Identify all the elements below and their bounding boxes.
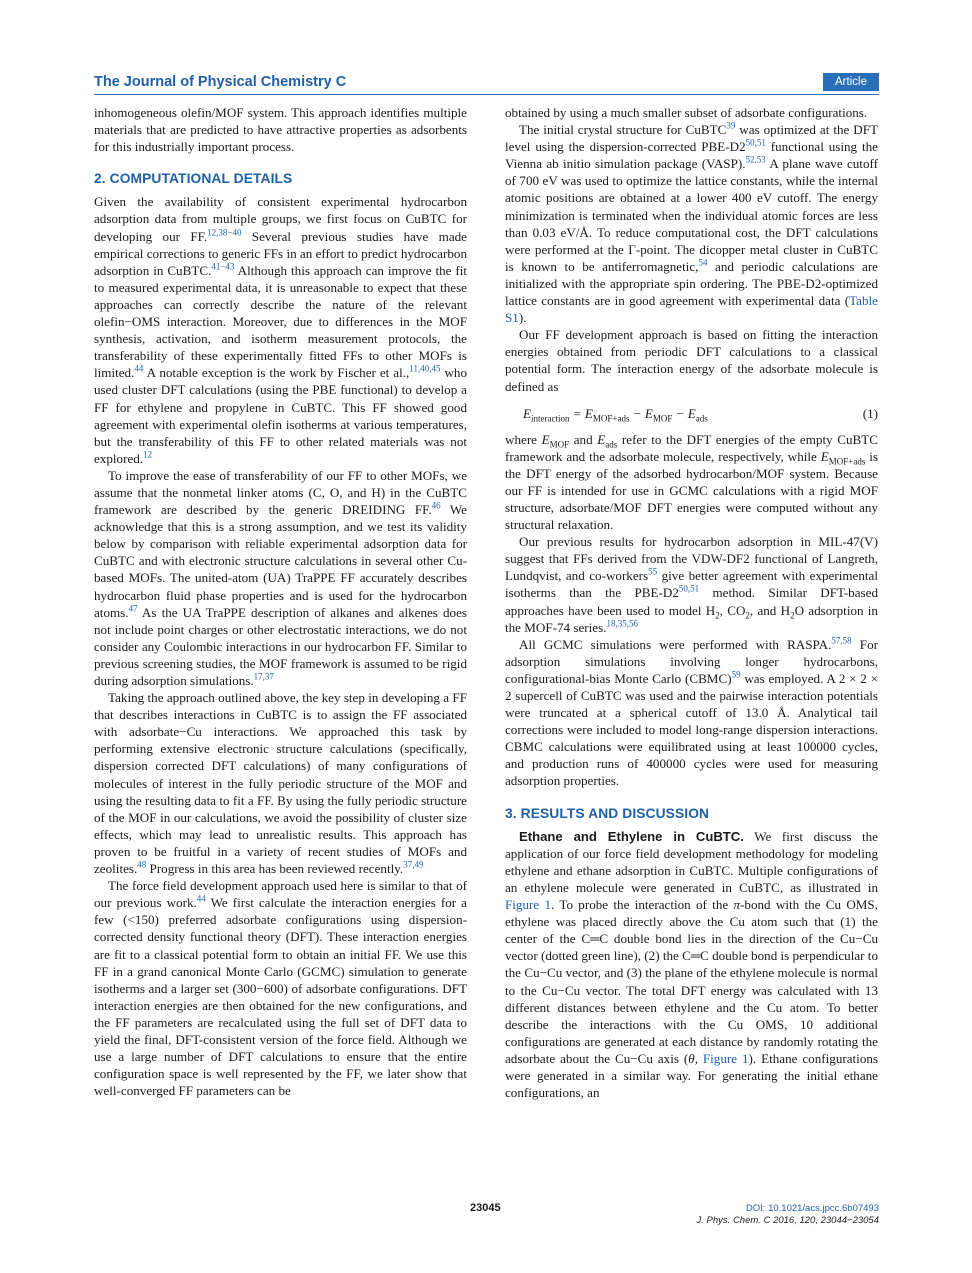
figure-link[interactable]: Figure 1 [702, 1050, 749, 1066]
paragraph: The initial crystal structure for CuBTC$^{39}$ was optimized at the DFT level using the dispersion-corrected PBE-D2$^{50,51}$ functional using the Vienna ab initio simulation package (VASP).$^{52,53}$ A plane wave cutoff of 700 eV was used to optimize the lattice constants, while the internal atomic positions are obtained at a lower 400 eV cutoff. The energy minimization is terminated when the individual atomic forces are less than 0.03 eV/Å. To reduce computational cost, the DFT calculations were performed at the Γ-point. The dicopper metal cluster in CuBTC is known to be antiferromagnetic,$^{54}$ and periodic calculations are initialized with the appropriate spin ordering. The PBE-D2-optimized lattice constants are in good agreement with experimental data (Table S1). [505, 120, 878, 326]
citation[interactable]: 12,38−40 [207, 227, 242, 238]
citation[interactable]: 12 [143, 449, 153, 460]
right-column [505, 104, 878, 1101]
citation[interactable]: 52,53 [745, 154, 766, 165]
citation[interactable]: 11,40,45 [409, 363, 441, 374]
citation[interactable]: 44 [196, 893, 206, 904]
citation[interactable]: 46 [431, 500, 441, 511]
citation[interactable]: 48 [137, 859, 147, 870]
citation[interactable]: 59 [731, 669, 741, 680]
figure-link[interactable]: Figure 1 [505, 897, 552, 913]
citation[interactable]: 17,37 [253, 671, 274, 682]
citation[interactable]: 39 [726, 120, 736, 131]
section-heading: 3. RESULTS AND DISCUSSION [505, 805, 710, 821]
equation-1 [505, 403, 878, 425]
paragraph: Taking the approach outlined above, the key step in developing a FF that describes interactions in CuBTC is to assign the FF associated with adsorbate−Cu interactions. We approached this task by performing extensive electronic structure calculations (specifically, dispersion corrected DFT calculations) of many configurations of molecules of interest in the fully periodic structure of the MOF and using the resulting data to fit a FF. By using the fully periodic structure of the MOF in our calculations, we avoid the possibility of cluster size effects, which may lead to unrealistic results. This approach has proven to be fruitful in a variety of recent studies of MOFs and zeolites.$^{48}$ Progress in this area has been reviewed recently.$^{37,49}$ [94, 690, 467, 877]
header-rule [94, 94, 879, 95]
page-number: 23045 [470, 1202, 501, 1214]
equation-number: (1) [862, 405, 878, 421]
table-link[interactable]: Table S1 [505, 293, 878, 326]
paragraph: Ethane and Ethylene in CuBTC. We first discuss the application of our force field development methodology for modeling ethylene and ethane adsorption in CuBTC. Multiple configurations of an ethylene molecule were generated in CuBTC, as illustrated in Figure 1. To probe the interaction of the π-bond with the Cu OMS, ethylene was placed directly above the Cu atom such that (1) the center of the C═C double bond lies in the direction of the Cu−Cu vector (dotted green line), (2) the C═C double bond is perpendicular to the Cu−Cu vector, and (3) the plane of the ethylene molecule is normal to the Cu−Cu vector. The total DFT energy was calculated with 13 different distances between ethylene and the Cu atom. To better describe the interactions with the Cu OMS, 10 additional configurations are generated at each distance by randomly rotating the adsorbate about the Cu−Cu axis (θ, Figure 1). Ethane configurations were generated in a similar way. For generating the initial ethane configurations, an [505, 828, 879, 1101]
citation[interactable]: 50,51 [745, 137, 766, 148]
paragraph: where $E_{MOF}$ and $E_{ads}$ refer to the DFT energies of the empty CuBTC framework and the adsorbate molecule, respectively, while $E_{MOF+ads}$ is the DFT energy of the adsorbed hydrocarbon/MOF system. Because our FF is intended for use in GCMC calculations with a rigid MOF structure, adsorbate/MOF DFT energies were computed without any structural relaxation. [505, 431, 879, 533]
subsection-runin: Ethane and Ethylene in CuBTC. [519, 828, 744, 844]
left-column [94, 104, 467, 1099]
article-badge: Article [823, 73, 879, 91]
citation[interactable]: 18,35,56 [606, 618, 638, 629]
paragraph: inhomogeneous olefin/MOF system. This approach identifies multiple materials that are predicted to have attractive properties as adsorbents for this industrially important process. [94, 105, 467, 155]
paragraph: Given the availability of consistent experimental hydrocarbon adsorption data from multiple groups, we first focus on CuBTC for developing our FF.$^{12,38-40}$ Several previous studies have made empirical corrections to generic FFs in an effort to predict hydrocarbon adsorption in CuBTC.$^{41-43}$ Although this approach can improve the fit to measured experimental data, it is unreasonable to expect that these approaches can correctly describe the nature of the relevant olefin−OMS interaction. Moreover, due to differences in the MOF synthesis, activation, and isotherm measurement protocols, the transferability of these experimentally fitted FFs to other MOFs is limited.$^{44}$ A notable exception is the work by Fischer et al.,$^{11,40,45}$ who used cluster DFT calculations (using the PBE functional) to develop a FF for ethylene and propylene in CuBTC. This FF showed good agreement with experimental olefin isotherms at various temperatures, but the transferability of this FF to other related materials was not explored.$^{12}$ [94, 194, 467, 466]
citation[interactable]: 50,51 [678, 584, 700, 595]
citation[interactable]: 47 [128, 603, 138, 614]
citation[interactable]: 55 [648, 566, 658, 577]
paragraph: Our FF development approach is based on fitting the interaction energies obtained from periodic DFT calculations to a classical potential form. The interaction energy of the adsorbate molecule is defined as [505, 327, 878, 394]
citation[interactable]: 54 [698, 257, 708, 268]
equation-expression: $E_{interaction} = E_{MOF+ads} - E_{MOF} - E_{ads}$ [523, 405, 708, 424]
paragraph: All GCMC simulations were performed with RASPA.$^{57,58}$ For adsorption simulations involving longer hydrocarbons, configurational-bias Monte Carlo (CBMC)$^{59}$ was employed. A 2 × 2 × 2 supercell of CuBTC was used and the pairwise interaction potentials were truncated at a spherical cutoff of 13.0 Å. Analytical tail corrections were included to model long-range dispersion interactions. CBMC calculations were equilibrated using at least 100000 cycles, and production runs of 400000 cycles were used for measuring adsorption properties. [505, 635, 878, 789]
paragraph: The force field development approach used here is similar to that of our previous work.$^{44}$ We first calculate the interaction energies for a few (<150) preferred adsorbate configurations using dispersion-corrected density functional theory (DFT). These interaction energies are fit to a classical potential form to obtain an initial FF. We use this FF in a grand canonical Monte Carlo (GCMC) simulation to generate isotherms and a larger set (300−600) of adsorbate configurations. DFT interaction energies are then obtained for the new configurations, and the FF parameters are recalculated using the full set of DFT data to yield the final, DFT-consistent version of the force field. Although we use a large number of DFT calculations to ensure that the entire configuration space is well represented by the FF, we later show that well-converged FF parameters can be [94, 878, 467, 1099]
citation[interactable]: 44 [134, 363, 144, 374]
footer-citation [697, 1203, 879, 1227]
citation[interactable]: 57,58 [831, 635, 852, 646]
journal-title: The Journal of Physical Chemistry C [94, 74, 347, 90]
citation[interactable]: 41−43 [211, 261, 235, 272]
doi-link[interactable]: DOI: 10.1021/acs.jpcc.6b07493 [745, 1203, 879, 1214]
journal-citation: J. Phys. Chem. C 2016, 120, 23044−23054 [696, 1215, 879, 1226]
section-heading: 2. COMPUTATIONAL DETAILS [94, 171, 293, 187]
page-header [94, 72, 879, 94]
paragraph: obtained by using a much smaller subset of adsorbate configurations. [505, 105, 868, 120]
citation[interactable]: 37,49 [403, 859, 424, 870]
paragraph: To improve the ease of transferability of our FF to other MOFs, we assume that the nonmetal linker atoms (C, O, and H) in the CuBTC framework are described by the generic DREIDING FF.$^{46}$ We acknowledge that this is a strong assumption, and we test its validity below by comparison with reliable experimental adsorption data for CuBTC and with electronic structure calculations in several other Cu-based MOFs. The united-atom (UA) TraPPE FF accurately describes hydrocarbon fluid phase properties and is used for the hydrocarbon atoms.$^{47}$ As the UA TraPPE description of alkanes and alkenes does not include point charges or other electrostatic interactions, we do not consider any Coulombic interactions in our hydrocarbon FF. Similar to previous screening studies, the MOF framework is assumed to be rigid during adsorption simulations.$^{17,37}$ [94, 467, 467, 688]
paragraph: Our previous results for hydrocarbon adsorption in MIL-47(V) suggest that FFs derived from the VDW-DF2 functional of Langreth, Lundqvist, and co-workers$^{55}$ give better agreement with experimental isotherms than the PBE-D2$^{50,51}$ method. Similar DFT-based approaches have been used to model $H_2$, $CO_2$, and $H_2O$ adsorption in the MOF-74 series.$^{18,35,56}$ [505, 534, 878, 635]
